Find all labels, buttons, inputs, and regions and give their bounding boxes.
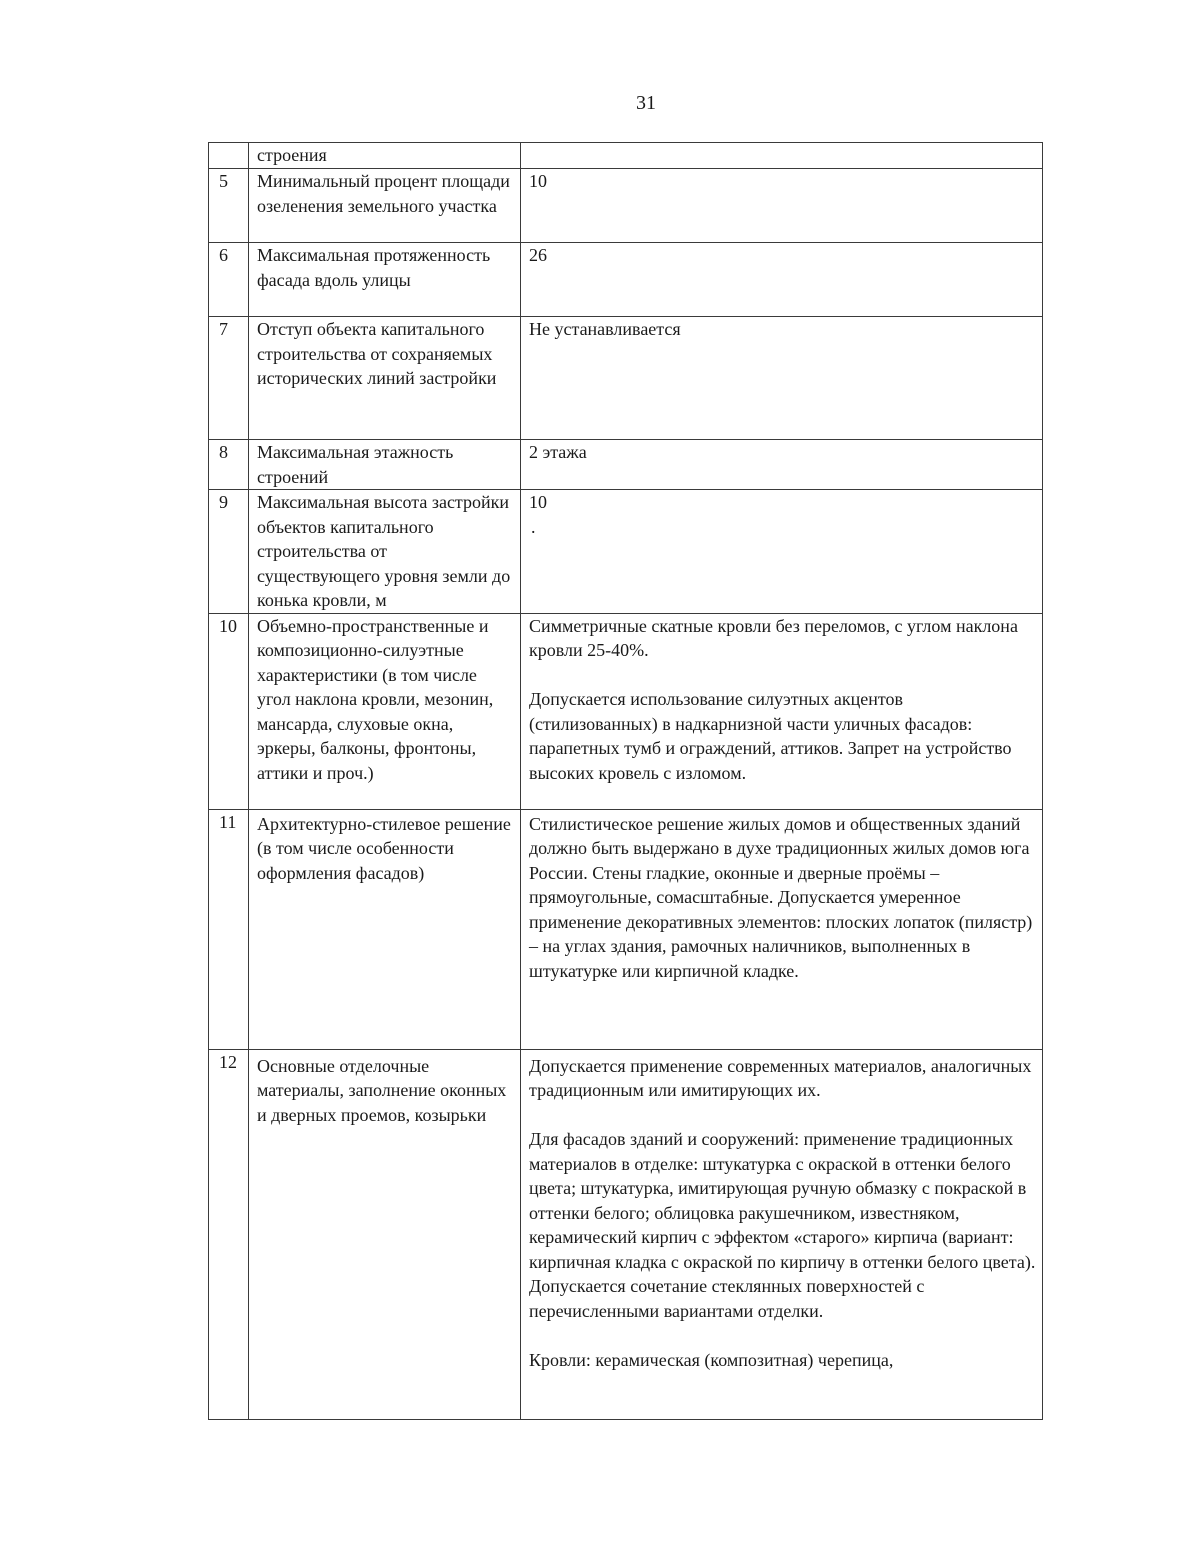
row-parameter: Максимальная этажность строений — [249, 440, 521, 490]
row-number — [209, 143, 249, 169]
row-value — [521, 613, 1043, 809]
value-paragraph: . — [531, 516, 536, 537]
row-value — [521, 1049, 1043, 1419]
row-parameter: Основные отделочные материалы, заполнение оконных и дверных проемов, козырьки — [249, 1049, 521, 1419]
value-paragraph: Допускается применение современных материалов, аналогичных традиционным или имитирующих их. — [529, 1055, 1032, 1100]
table-row — [209, 613, 1043, 809]
value-paragraph: Для фасадов зданий и сооружений: применение традиционных материалов в отделке: штукатурка с окраской в оттенки белого цвета; штукатурка, имитирующая ручную обмазку с покраской в оттенки белого; облицовка ракушечником, известняком, керамический кирпич с эффектом «старого» кирпича (вариант: кирпичная кладка с окраской по кирпичу в оттенки белого цвета). Допускается сочетание стеклянных поверхностей с перечисленными вариантами отделки. — [529, 1129, 1036, 1321]
row-value — [521, 243, 1043, 317]
row-number: 5 — [209, 169, 249, 243]
table-row — [209, 490, 1043, 614]
row-parameter: Отступ объекта капитального строительства от сохраняемых исторических линий застройки — [249, 317, 521, 440]
value-paragraph: 10 — [529, 492, 547, 512]
row-value — [521, 143, 1043, 169]
row-number: 7 — [209, 317, 249, 440]
row-value — [521, 809, 1043, 1049]
table-row — [209, 809, 1043, 1049]
row-value — [521, 317, 1043, 440]
table-row — [209, 143, 1043, 169]
table-row — [209, 243, 1043, 317]
value-paragraph: Не устанавливается — [529, 319, 681, 339]
value-paragraph: Стилистическое решение жилых домов и общественных зданий должно быть выдержано в духе традиционных жилых домов юга России. Стены гладкие, оконные и дверные проёмы – прямоугольные, сомасштабные. Допускается умеренное применение декоративных элементов: плоских лопаток (пилястр) – на углах здания, рамочных наличников, выполненных в штукатурке или кирпичной кладке. — [529, 813, 1033, 981]
value-paragraph: 2 этажа — [529, 442, 587, 462]
row-value — [521, 169, 1043, 243]
row-number: 12 — [209, 1049, 249, 1419]
table-row — [209, 440, 1043, 490]
value-paragraph: 26 — [529, 245, 547, 265]
regulations-table — [208, 142, 1043, 1420]
row-parameter: Минимальный процент площади озеленения земельного участка — [249, 169, 521, 243]
row-parameter: Объемно-пространственные и композиционно-силуэтные характеристики (в том числе угол наклона кровли, мезонин, мансарда, слуховые окна, эркеры, балконы, фронтоны, аттики и проч.) — [249, 613, 521, 809]
row-number: 6 — [209, 243, 249, 317]
page-number: 31 — [636, 92, 656, 114]
row-number: 11 — [209, 809, 249, 1049]
value-paragraph: Допускается использование силуэтных акцентов (стилизованных) в надкарнизной части уличных фасадов: парапетных тумб и ограждений, аттиков. Запрет на устройство высоких кровель с изломом. — [529, 689, 1012, 783]
table-row — [209, 317, 1043, 440]
row-parameter: строения — [249, 143, 521, 169]
row-parameter: Архитектурно-стилевое решение (в том числе особенности оформления фасадов) — [249, 809, 521, 1049]
value-paragraph: 10 — [529, 171, 547, 191]
row-value — [521, 440, 1043, 490]
row-number: 8 — [209, 440, 249, 490]
row-parameter: Максимальная высота застройки объектов капитального строительства от существующего уровня земли до конька кровли, м — [249, 490, 521, 614]
value-paragraph: Кровли: керамическая (композитная) черепица, — [529, 1349, 894, 1370]
value-paragraph: Симметричные скатные кровли без переломов, с углом наклона кровли 25-40%. — [529, 615, 1018, 660]
row-number: 10 — [209, 613, 249, 809]
row-value — [521, 490, 1043, 614]
row-parameter: Максимальная протяженность фасада вдоль улицы — [249, 243, 521, 317]
row-number: 9 — [209, 490, 249, 614]
table-row — [209, 169, 1043, 243]
table-row — [209, 1049, 1043, 1419]
